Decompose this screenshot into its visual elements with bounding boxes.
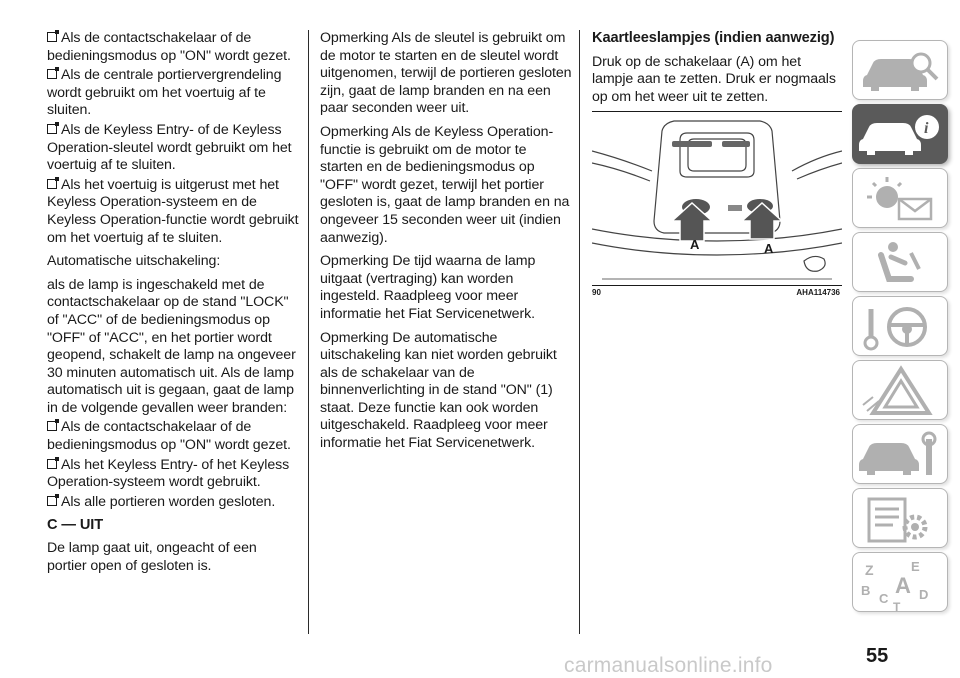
callout-label-a: A — [764, 241, 774, 256]
bullet-box-icon — [47, 124, 57, 134]
bullet-item: Als het Keyless Entry- of het Keyless Operation-systeem wordt gebruikt. — [47, 456, 290, 491]
bullet-item: Als alle portieren worden gesloten. — [47, 494, 299, 512]
column-divider — [579, 30, 580, 634]
car-search-icon — [853, 41, 949, 101]
bullet-item: Als het voertuig is uitgerust met het Keyless Operation-systeem en de Keyless Operation-functie wordt gebruikt om het voertuig af te sluiten. — [47, 176, 299, 246]
callout-label-a: A — [690, 237, 700, 252]
bullet-box-icon — [47, 179, 57, 189]
bullet-item: Als de contactschakelaar of de bedieningsmodus op "ON" wordt gezet. — [47, 30, 291, 64]
bullet-box-icon — [47, 459, 57, 469]
figure-code: AHA114736 — [796, 288, 840, 297]
car-info-icon — [853, 105, 949, 165]
figure-number: 90 — [592, 288, 601, 297]
chapter-tab-car-search[interactable] — [852, 40, 948, 100]
page-number: 55 — [866, 645, 889, 667]
column-middle — [320, 30, 572, 459]
svg-text:T: T — [893, 600, 901, 613]
paragraph: Automatische uitschakeling: — [47, 253, 221, 270]
chapter-tab-safety[interactable] — [852, 232, 948, 292]
section-heading: Kaartleeslampjes (indien aanwezig) — [592, 30, 835, 46]
chapter-tab-emergency[interactable] — [852, 360, 948, 420]
paragraph: als de lamp is ingeschakeld met de contactschakelaar op de stand "LOCK" of "ACC" of de bedieningsmodus op "OFF" of "ACC", en het portier wordt geopend, schakelt de lamp na ongeveer 30 minuten automatisch uit. Als de lamp automatisch uit is gegaan, gaat de lamp in de volgende gevallen weer branden: — [47, 276, 296, 416]
warning-triangle-icon — [853, 361, 949, 421]
watermark: carmanualsonline.info — [564, 654, 773, 677]
svg-text:A: A — [895, 573, 911, 598]
bullet-box-icon — [47, 496, 57, 506]
bullet-box-icon — [47, 421, 57, 431]
chapter-tab-starting[interactable] — [852, 296, 948, 356]
bullet-item: Als de contactschakelaar of de bedieningsmodus op "ON" wordt gezet. — [47, 419, 291, 454]
svg-text:B: B — [861, 583, 871, 598]
bullet-box-icon — [47, 32, 57, 42]
note-paragraph: Opmerking De automatische uitschakeling kan niet worden gebruikt als de schakelaar van de binnenverlichting in de stand "ON" (1) staat. Deze functie kan ook worden uitgeschakeld. Raadpleeg voor meer informatie het Fiat Servicenetwerk. — [320, 329, 557, 452]
alphabet-index-icon — [853, 553, 949, 613]
figure-labels — [592, 111, 842, 285]
bullet-item: Als de centrale portiervergrendeling wordt gebruikt om het voertuig af te sluiten. — [47, 67, 282, 119]
column-divider — [308, 30, 309, 634]
svg-text:Z: Z — [865, 562, 874, 578]
section-heading: C — UIT — [47, 517, 104, 534]
column-left — [47, 30, 299, 581]
column-right — [592, 30, 842, 112]
figure-rule — [592, 285, 842, 286]
paragraph: De lamp gaat uit, ongeacht of een portier open of gesloten is. — [47, 540, 257, 574]
note-paragraph: Opmerking Als de Keyless Operation-functie is gebruikt om de motor te starten en de bedieningsmodus op "OFF" wordt gezet, terwijl het portier gesloten is, gaat de lamp branden en na ongeveer 15 seconden weer uit (indien aanwezig). — [320, 123, 570, 246]
svg-text:C: C — [879, 591, 889, 606]
steering-wheel-key-icon — [853, 297, 949, 357]
airbag-seat-icon — [853, 233, 949, 293]
bullet-box-icon — [47, 69, 57, 79]
warning-light-message-icon — [853, 169, 949, 229]
figure-map-lamps — [592, 111, 842, 301]
car-wrench-icon — [853, 425, 949, 485]
bullet-item: Als de Keyless Entry- of de Keyless Operation-sleutel wordt gebruikt om het voertuig af te sluiten. — [47, 121, 292, 174]
chapter-tab-car-info[interactable] — [852, 104, 948, 164]
note-paragraph: Opmerking Als de sleutel is gebruikt om de motor te starten en de sleutel wordt uitgenomen, terwijl de portieren gesloten zijn, gaat de lamp branden en na een paar seconden weer uit. — [320, 30, 572, 117]
svg-text:E: E — [911, 559, 920, 574]
chapter-tab-maintenance[interactable] — [852, 424, 948, 484]
svg-text:i: i — [924, 120, 929, 137]
note-paragraph: Opmerking De tijd waarna de lamp uitgaat (vertraging) kan worden ingesteld. Raadpleeg voor meer informatie het Fiat Servicenetwerk. — [320, 253, 536, 322]
chapter-tab-index[interactable] — [852, 552, 948, 612]
chapter-tab-technical-data[interactable] — [852, 488, 948, 548]
svg-text:D: D — [919, 587, 929, 602]
chapter-tab-warning-lights[interactable] — [852, 168, 948, 228]
paragraph: Druk op de schakelaar (A) om het lampje aan te zetten. Druk er nogmaals op om het weer uit te zetten. — [592, 53, 836, 105]
specs-gear-icon — [853, 489, 949, 549]
